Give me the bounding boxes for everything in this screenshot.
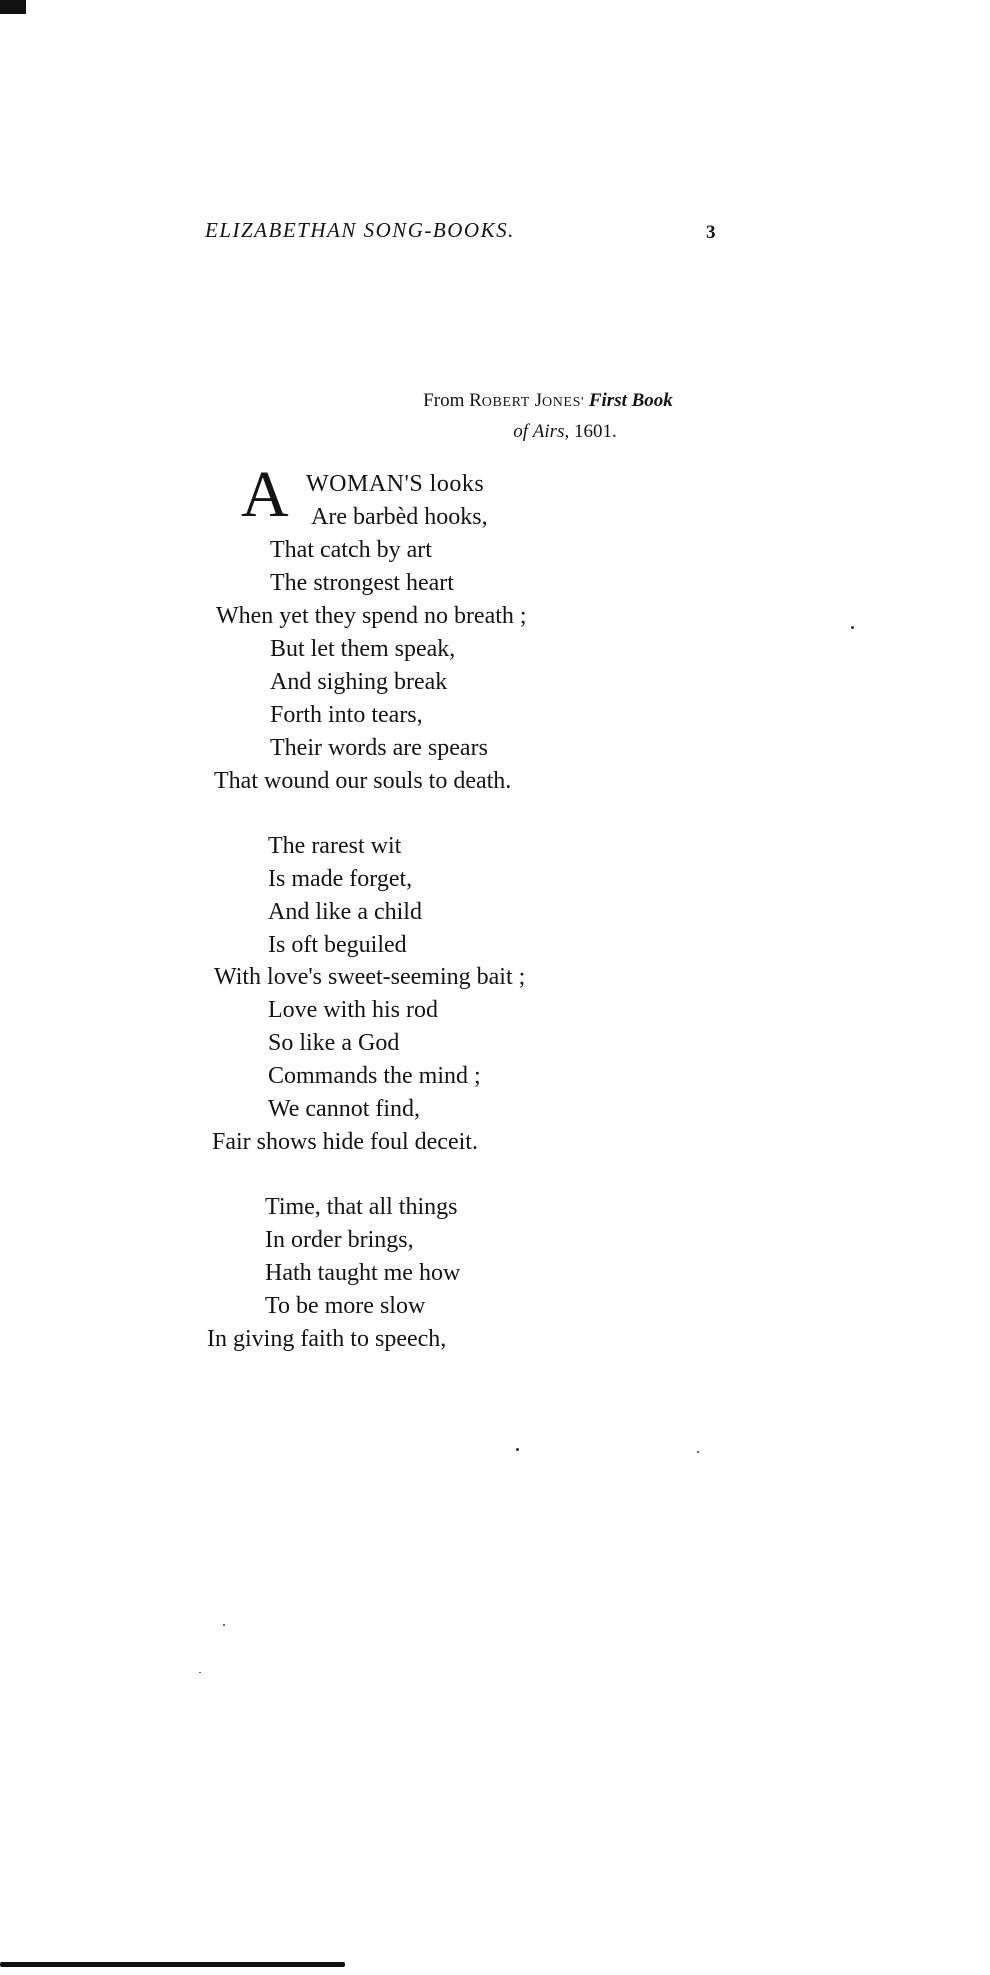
book-title: First Book: [588, 390, 673, 411]
verse-line: WOMAN'S looks: [306, 471, 485, 497]
verse-line: The strongest heart: [270, 570, 454, 596]
author-initial-r: R: [469, 390, 482, 411]
author-rest-j: ONES': [542, 395, 585, 410]
source-from: From: [423, 390, 465, 411]
verse-line: In order brings,: [265, 1227, 414, 1253]
verse-line: Time, that all things: [265, 1194, 458, 1220]
verse-line: Forth into tears,: [270, 702, 423, 728]
author-rest-r: OBERT: [481, 395, 530, 410]
verse-line: But let them speak,: [270, 636, 456, 662]
verse-line: Is oft beguiled: [268, 932, 407, 958]
book-airs: Airs: [532, 421, 565, 442]
verse-line: Their words are spears: [270, 735, 488, 761]
verse-line: When yet they spend no breath ;: [216, 603, 527, 629]
verse-line: Are barbèd hooks,: [311, 504, 488, 530]
verse-line: With love's sweet-seeming bait ;: [214, 964, 526, 990]
verse-line: In giving faith to speech,: [207, 1326, 447, 1352]
page-number: 3: [706, 222, 716, 243]
verse-line: Commands the mind ;: [268, 1063, 481, 1089]
verse-line: The rarest wit: [268, 833, 402, 859]
running-head: ELIZABETHAN SONG-BOOKS.: [205, 218, 515, 242]
verse-line: So like a God: [268, 1030, 400, 1056]
verse-line: To be more slow: [265, 1293, 426, 1319]
verse-line: Fair shows hide foul deceit.: [212, 1129, 478, 1155]
verse-line: Love with his rod: [268, 997, 438, 1023]
verse-line: We cannot find,: [268, 1096, 421, 1122]
verse-line: And like a child: [268, 899, 422, 925]
verse-line: Is made forget,: [268, 866, 413, 892]
verse-line: Hath taught me how: [265, 1260, 461, 1286]
verse-line: That wound our souls to death.: [214, 768, 512, 794]
book-year: , 1601.: [564, 421, 617, 442]
drop-cap: A: [241, 458, 289, 531]
verse-line: And sighing break: [270, 669, 448, 695]
book-of: of: [513, 421, 529, 442]
verse-line: That catch by art: [270, 537, 432, 563]
author-initial-j: J: [534, 390, 543, 411]
